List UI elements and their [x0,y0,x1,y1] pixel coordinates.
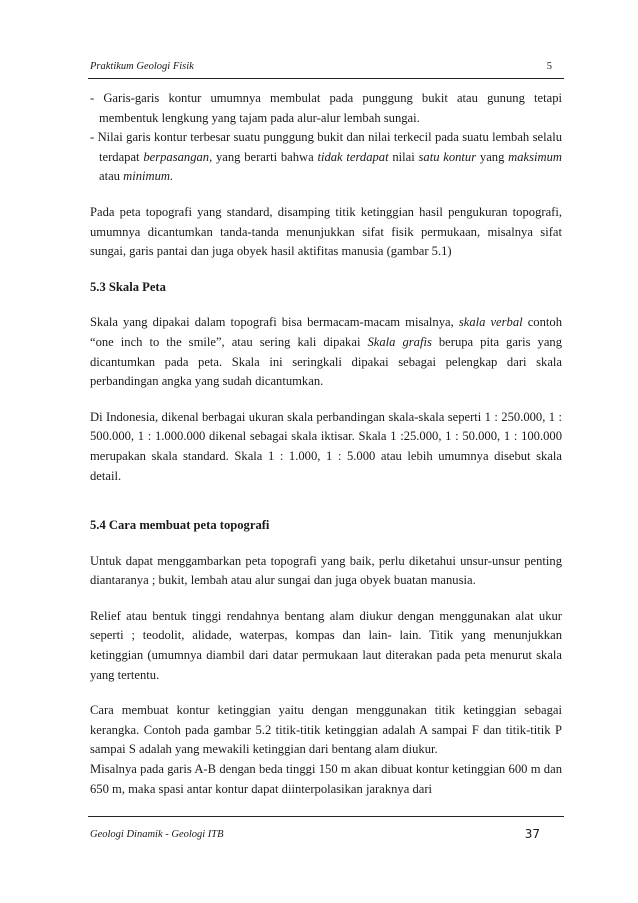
paragraph-contour-method: Cara membuat kontur ketinggian yaitu dengan menggunakan titik ketinggian sebagai kerangka. Contoh pada gambar 5.2 titik-titik ketinggian adalah A sampai F dan titik-titik P sampai S adalah yang mewakili ketinggian dari bentang alam diukur. [90,703,562,757]
page-body [90,89,562,799]
paragraph-indonesia-scales: Di Indonesia, dikenal berbagai ukuran skala perbandingan skala-skala seperti 1 : 250.000, 1 : 500.000, 1 : 1.000.000 dikenal sebagai skala iktisar. Skala 1 :25.000, 1 : 50.000, 1 : 100.000 merupakan skala standard. Skala 1 : 1.000, 1 : 5.000 atau lebih umumnya disebut skala detail. [90,409,562,483]
footer-source: Geologi Dinamik - Geologi ITB [90,829,224,840]
running-footer [90,827,562,843]
header-rule [88,78,564,79]
paragraph-topography: Pada peta topografi yang standard, disamping titik ketinggian hasil pengukuran topografi, umumnya dicantumkan tanda-tanda menunjukkan sifat fisik permukaan, misalnya sifat sungai, garis pantai dan juga obyek hasil aktifitas manusia (gambar 5.1) [90,204,562,259]
header-chapter-number: 5 [546,61,552,72]
section-heading-5-4: 5.4 Cara membuat peta topografi [90,518,270,533]
page-number: 37 [524,827,540,841]
bullet-contour-shape: - Garis-garis kontur umumnya membulat pada punggung bukit atau gunung tetapi membentuk lengkung yang tajam pada alur-alur lembah sungai. [90,91,562,125]
paragraph-elements: Untuk dapat menggambarkan peta topografi yang baik, perlu diketahui unsur-unsur penting diantaranya ; bukit, lembah atau alur sungai dan juga obyek buatan manusia. [90,553,562,588]
section-heading-5-3: 5.3 Skala Peta [90,279,166,294]
running-header [90,61,562,77]
paragraph-interpolation: Misalnya pada garis A-B dengan beda tinggi 150 m akan dibuat kontur ketinggian 600 m dan 650 m, maka spasi antar kontur dapat diinterpolasikan jaraknya dari [90,762,562,796]
footer-rule [88,816,564,817]
paragraph-scale-types: Skala yang dipakai dalam topografi bisa bermacam-macam misalnya, skala verbal contoh “one inch to the smile”, atau sering kali dipakai Skala grafis berupa pita garis yang dicantumkan pada peta. Skala ini seringkali dipakai sebagai pelengkap dari skala perbandingan angka yang sudah dicantumkan. [90,315,563,389]
paragraph-relief: Relief atau bentuk tinggi rendahnya bentang alam diukur dengan menggunakan alat ukur seperti ; teodolit, alidade, waterpas, kompas dan lain- lain. Titik yang menunjukkan ketinggian (umumnya diambil dari datar permukaan laut diterakan pada peta menurut skala yang tertentu. [90,608,562,682]
header-title: Praktikum Geologi Fisik [90,61,194,72]
bullet-contour-values: - Nilai garis kontur terbesar suatu punggung bukit dan nilai terkecil pada suatu lembah selalu terdapat berpasangan, yang berarti bahwa tidak terdapat nilai satu kontur yang maksimum atau minimum. [90,130,563,184]
